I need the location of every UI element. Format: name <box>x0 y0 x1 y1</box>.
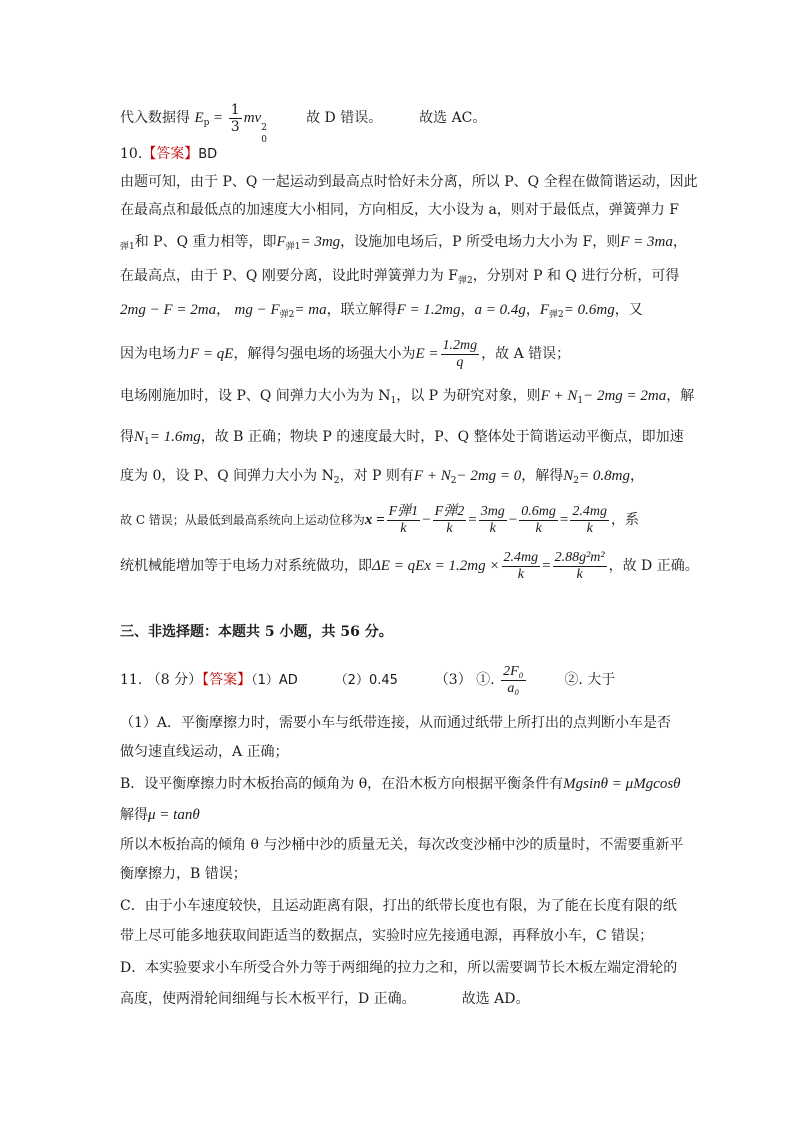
paragraph-line: 故 C 错误；从最低到最高系统向上运动位移为x = $\frac{\text{F弹1}}{k}$ − $\frac{\text{F弹2}}{k}$ = $\frac{3mg}{k}$ − $\frac{0.6mg}{k}$ = $\frac{2.4mg}{k}$ ，系 <box>120 503 639 536</box>
paragraph-line: 做匀速直线运动，A 正确； <box>120 744 289 760</box>
formula-ep: E <box>194 110 204 126</box>
fraction-one-third: $\frac{1}{3}$ <box>230 101 240 135</box>
paragraph-line: 度为 0，设 P、Q 间弹力大小为 $N_2$，对 P 则有$F + N_2- 2mg = 0$，解得$N_2= 0.8mg$， <box>120 468 644 486</box>
fraction: $\frac{0.6mg}{k}$ <box>521 503 556 536</box>
answer-tag: 【答案】 <box>202 672 252 688</box>
text: 故 D 错误。 <box>306 110 383 126</box>
paragraph-line: D．本实验要求小车所受合外力等于两细绳的拉力之和，所以需要调节长木板左端定滑轮的 <box>120 960 678 976</box>
paragraph-line: 衡摩擦力，B 错误； <box>120 866 247 882</box>
fraction-field-strength: $\frac{1.2mg}{q}$ <box>442 337 478 370</box>
paragraph-line: 由题可知，由于 P、Q 一起运动到最高点时恰好未分离，所以 P、Q 全程在做简谐运动，因此 <box>120 174 698 190</box>
fraction-answer: $\frac{\text{2F₀}}{\text{a₀}}$ <box>503 663 524 696</box>
paragraph-line: 所以木板抬高的倾角 θ 与沙桶中沙的质量无关，每次改变沙桶中沙的质量时，不需要重新平 <box>120 837 684 853</box>
paragraph-line: C．由于小车速度较快，且运动距离有限，打出的纸带长度也有限，为了能在长度有限的纸 <box>120 898 677 914</box>
paragraph-line: 带上尽可能多地获取间距适当的数据点，实验时应先接通电源，再释放小车，C 错误； <box>120 928 654 944</box>
question-10-header: 10.【答案】BD <box>120 146 218 162</box>
paragraph-line: 在最高点和最低点的加速度大小相同，方向相反，大小设为 a，则对于最低点，弹簧弹力 F <box>120 202 679 218</box>
text: 故选 AC。 <box>419 110 487 126</box>
line-substitution-result: 代入数据得 $E_p$ = $\frac{1}{3}$ mv 2 0 故 D 错误。 故选 AC。 <box>120 101 487 145</box>
fraction: $\frac{\text{F弹2}}{k}$ <box>434 503 465 536</box>
answer-tag: 【答案】 <box>142 146 199 162</box>
paragraph-line: 统机械能增加等于电场力对系统做功，即ΔE = qEx = 1.2mg × $\frac{2.4mg}{k}$ = $\frac{\text{2.88g²m²}}{k}$ ，故 D 正确。 <box>120 549 699 582</box>
paragraph-line: 在最高点，由于 P、Q 刚要分离，设此时弹簧弹力为 $F_{弹2}$，分别对 P 和 Q 进行分析，可得 <box>120 268 680 286</box>
paragraph-line: 2mg − F = 2ma， mg − $F_{弹2}=$ ma，联立解得F = 1.2mg，a = 0.4g，$F_{弹2}= 0.6mg$，又 <box>120 302 643 320</box>
section-heading: 三、非选择题：本题共 5 小题，共 56 分。 <box>120 624 393 640</box>
fraction: $\frac{\text{F弹1}}{k}$ <box>388 503 419 536</box>
paragraph-line: $_{弹1}$和 P、Q 重力相等，即$F_{弹1}= 3mg$，设施加电场后，P 所受电场力大小为 F，则F = 3ma， <box>120 234 687 252</box>
paragraph-line: 得$N_1= 1.6mg$，故 B 正确；物块 P 的速度最大时，P、Q 整体处于简谐运动平衡点，即加速 <box>120 429 684 447</box>
fraction: $\frac{3mg}{k}$ <box>480 503 505 536</box>
answer-value: BD <box>198 147 218 162</box>
fraction: $\frac{2.4mg}{k}$ <box>572 503 607 536</box>
question-11-header: 11. （8 分）【答案】（1）AD （2）0.45 （3） ①. $\frac{\text{2F₀}}{\text{a₀}}$ ②. 大于 <box>120 663 616 696</box>
paragraph-line: （1）A．平衡摩擦力时，需要小车与纸带连接，从而通过纸带上所打出的点判断小车是否 <box>120 715 672 731</box>
paragraph-line: B．设平衡摩擦力时木板抬高的倾角为 θ，在沿木板方向根据平衡条件有Mgsinθ = μMgcosθ <box>120 776 681 792</box>
paragraph-line: 电场刚施加时，设 P、Q 间弹力大小为为 $N_1$，以 P 为研究对象，则$F + N_1- 2mg = 2ma$，解 <box>120 388 695 406</box>
fraction: $\frac{\text{2.88g²m²}}{k}$ <box>554 549 605 582</box>
text: 代入数据得 <box>120 110 190 126</box>
fraction: $\frac{2.4mg}{k}$ <box>503 549 539 582</box>
paragraph-line: 因为电场力F = qE，解得匀强电场的场强大小为E = $\frac{1.2mg}{q}$ ，故 A 错误； <box>120 337 571 370</box>
paragraph-line: 解得μ = tanθ <box>120 807 200 823</box>
paragraph-line: 高度，使两滑轮间细绳与长木板平行，D 正确。 故选 AD。 <box>120 991 530 1007</box>
